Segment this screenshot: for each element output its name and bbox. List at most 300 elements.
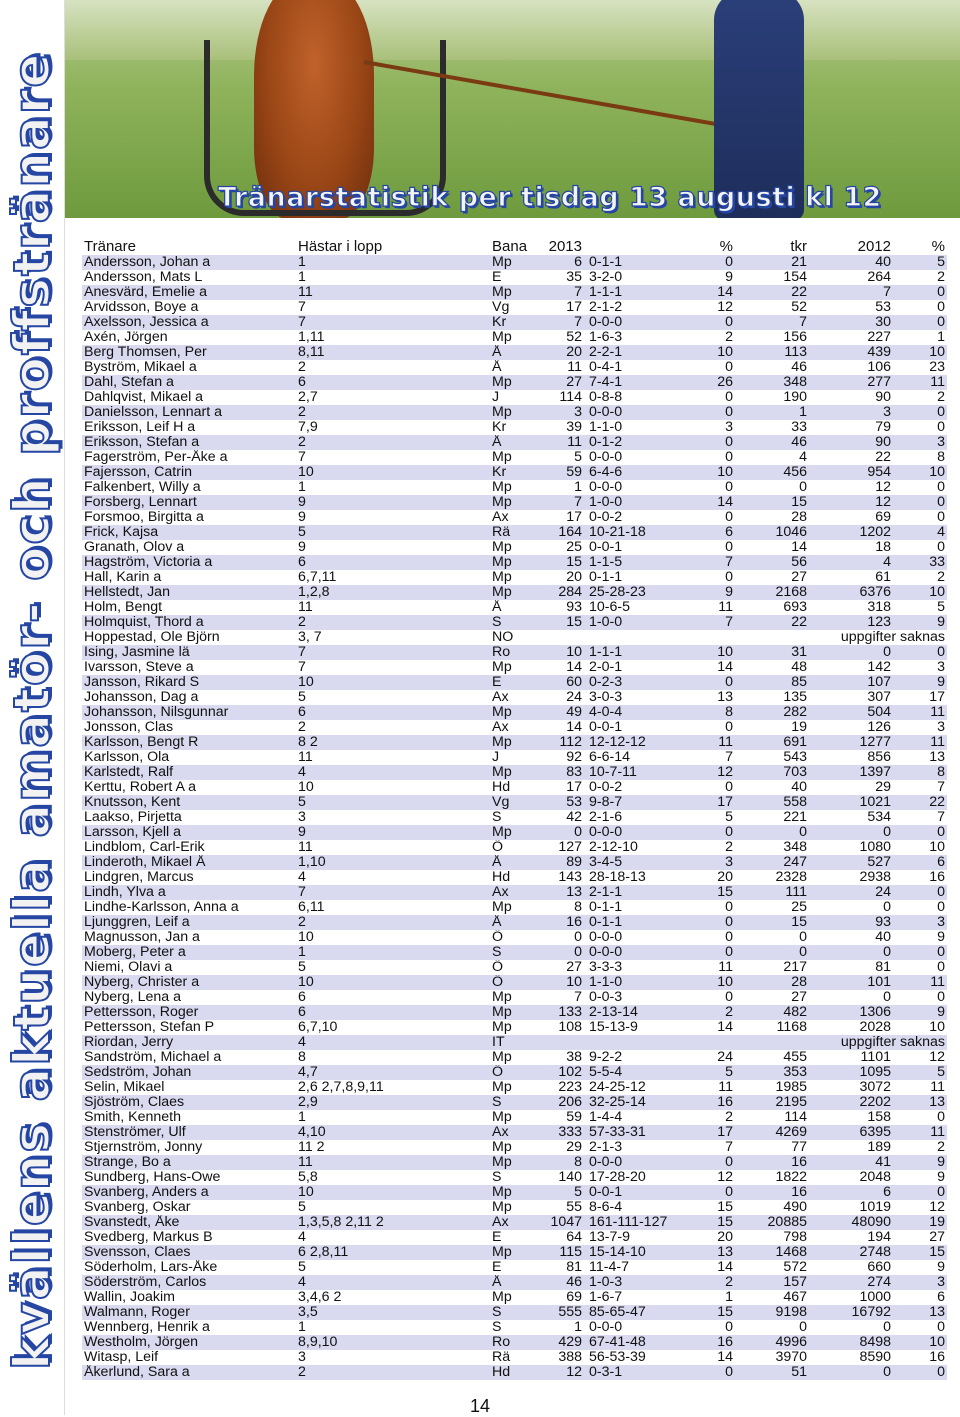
- win-pct-2012: 6: [893, 1290, 947, 1305]
- earnings-tkr: 691: [735, 735, 809, 750]
- col-header-trainer: Tränare: [84, 238, 136, 255]
- earnings-tkr: 28: [735, 510, 809, 525]
- win-pct-2012: 10: [893, 345, 947, 360]
- home-track: Ax: [490, 1125, 542, 1140]
- earnings-2012: 90: [809, 390, 893, 405]
- table-row: [82, 1110, 947, 1125]
- starts-2013: 112: [542, 735, 584, 750]
- record-2013: 2-12-10: [584, 840, 701, 855]
- starts-2013: 49: [542, 705, 584, 720]
- table-row: [82, 585, 947, 600]
- horses-in-race: 1,10: [296, 855, 490, 870]
- starts-2013: 7: [542, 315, 584, 330]
- win-pct-2012: 0: [893, 1320, 947, 1335]
- win-pct-2012: 11: [893, 1125, 947, 1140]
- trainer-name: Wennberg, Henrik a: [82, 1320, 296, 1335]
- side-band-title: kvällens aktuella amatör- och proffstränare: [3, 51, 61, 1370]
- horses-in-race: 5: [296, 690, 490, 705]
- win-pct-2012: 0: [893, 300, 947, 315]
- horses-in-race: 1,11: [296, 330, 490, 345]
- home-track: Mp: [490, 1110, 542, 1125]
- earnings-tkr: 27: [735, 570, 809, 585]
- trainer-name: Stjernström, Jonny: [82, 1140, 296, 1155]
- earnings-2012: 227: [809, 330, 893, 345]
- win-pct-2012: 13: [893, 750, 947, 765]
- home-track: Hd: [490, 1365, 542, 1380]
- earnings-tkr: 0: [735, 930, 809, 945]
- trainer-name: Ising, Jasmine lä: [82, 645, 296, 660]
- earnings-tkr: 56: [735, 555, 809, 570]
- earnings-2012: 189: [809, 1140, 893, 1155]
- horses-in-race: 11: [296, 840, 490, 855]
- record-2013: 1-0-0: [584, 495, 701, 510]
- earnings-2012: 90: [809, 435, 893, 450]
- horses-in-race: 7: [296, 660, 490, 675]
- home-track: Mp: [490, 765, 542, 780]
- horses-in-race: 6: [296, 555, 490, 570]
- starts-2013: 0: [542, 930, 584, 945]
- table-row: [82, 255, 947, 270]
- earnings-2012: 1101: [809, 1050, 893, 1065]
- home-track: J: [490, 390, 542, 405]
- trainer-name: Eriksson, Stefan a: [82, 435, 296, 450]
- horses-in-race: 2,7: [296, 390, 490, 405]
- win-pct-2013: 17: [701, 795, 735, 810]
- record-2013: 3-0-3: [584, 690, 701, 705]
- earnings-tkr: 16: [735, 1185, 809, 1200]
- earnings-tkr: 1: [735, 405, 809, 420]
- starts-2013: 13: [542, 885, 584, 900]
- win-pct-2013: 16: [701, 1095, 735, 1110]
- earnings-tkr: 467: [735, 1290, 809, 1305]
- record-2013: 1-0-0: [584, 615, 701, 630]
- trainer-name: Witasp, Leif: [82, 1350, 296, 1365]
- home-track: NO: [490, 630, 542, 645]
- win-pct-2013: 0: [701, 450, 735, 465]
- home-track: J: [490, 750, 542, 765]
- horses-in-race: 7: [296, 450, 490, 465]
- home-track: Mp: [490, 1005, 542, 1020]
- starts-2013: 3: [542, 405, 584, 420]
- win-pct-2012: 12: [893, 1050, 947, 1065]
- horses-in-race: 3: [296, 810, 490, 825]
- earnings-2012: 69: [809, 510, 893, 525]
- earnings-2012: 527: [809, 855, 893, 870]
- earnings-tkr: 114: [735, 1110, 809, 1125]
- table-row: [82, 1185, 947, 1200]
- trainer-name: Hoppestad, Ole Björn: [82, 630, 296, 645]
- earnings-tkr: 455: [735, 1050, 809, 1065]
- record-2013: 2-1-3: [584, 1140, 701, 1155]
- earnings-tkr: 1822: [735, 1170, 809, 1185]
- table-row: [82, 345, 947, 360]
- earnings-2012: 2748: [809, 1245, 893, 1260]
- win-pct-2012: 0: [893, 900, 947, 915]
- record-2013: 1-1-0: [584, 420, 701, 435]
- trainer-name: Karlsson, Bengt R: [82, 735, 296, 750]
- earnings-tkr: 85: [735, 675, 809, 690]
- win-pct-2013: 14: [701, 285, 735, 300]
- record-2013: 0-1-1: [584, 570, 701, 585]
- trainer-name: Magnusson, Jan a: [82, 930, 296, 945]
- horses-in-race: 3,4,6 2: [296, 1290, 490, 1305]
- earnings-2012: 0: [809, 1320, 893, 1335]
- win-pct-2012: 7: [893, 810, 947, 825]
- win-pct-2012: 0: [893, 990, 947, 1005]
- home-track: Rä: [490, 1350, 542, 1365]
- starts-2013: 14: [542, 660, 584, 675]
- win-pct-2013: 0: [701, 390, 735, 405]
- win-pct-2013: 3: [701, 420, 735, 435]
- starts-2013: 15: [542, 555, 584, 570]
- earnings-2012: 534: [809, 810, 893, 825]
- earnings-tkr: 22: [735, 285, 809, 300]
- home-track: Mp: [490, 405, 542, 420]
- home-track: Mp: [490, 1185, 542, 1200]
- home-track: IT: [490, 1035, 542, 1050]
- record-2013: 1-6-7: [584, 1290, 701, 1305]
- record-2013: 1-1-0: [584, 975, 701, 990]
- earnings-tkr: 15: [735, 915, 809, 930]
- earnings-2012: 2048: [809, 1170, 893, 1185]
- record-2013: 9-2-2: [584, 1050, 701, 1065]
- earnings-tkr: 33: [735, 420, 809, 435]
- win-pct-2012: 9: [893, 615, 947, 630]
- earnings-tkr: 40: [735, 780, 809, 795]
- win-pct-2012: 3: [893, 435, 947, 450]
- horses-in-race: 4: [296, 870, 490, 885]
- win-pct-2012: 0: [893, 1185, 947, 1200]
- win-pct-2013: 24: [701, 1050, 735, 1065]
- trainer-name: Svedberg, Markus B: [82, 1230, 296, 1245]
- earnings-tkr: 348: [735, 375, 809, 390]
- table-row: [82, 450, 947, 465]
- win-pct-2013: 14: [701, 1350, 735, 1365]
- trainer-name: Andersson, Mats L: [82, 270, 296, 285]
- trainer-name: Anesvärd, Emelie a: [82, 285, 296, 300]
- starts-2013: 12: [542, 1365, 584, 1380]
- home-track: Rä: [490, 525, 542, 540]
- record-2013: 0-0-0: [584, 930, 701, 945]
- earnings-tkr: 2328: [735, 870, 809, 885]
- win-pct-2012: 8: [893, 765, 947, 780]
- trainer-name: Pettersson, Stefan P: [82, 1020, 296, 1035]
- earnings-2012: 48090: [809, 1215, 893, 1230]
- horses-in-race: 3: [296, 1350, 490, 1365]
- earnings-2012: 6: [809, 1185, 893, 1200]
- starts-2013: 143: [542, 870, 584, 885]
- trainer-name: Dahl, Stefan a: [82, 375, 296, 390]
- horses-in-race: 4: [296, 1230, 490, 1245]
- home-track: Å: [490, 1275, 542, 1290]
- horses-in-race: 10: [296, 930, 490, 945]
- starts-2013: 1: [542, 480, 584, 495]
- starts-2013: 29: [542, 1140, 584, 1155]
- trainer-name: Riordan, Jerry: [82, 1035, 296, 1050]
- trainer-name: Svensson, Claes: [82, 1245, 296, 1260]
- table-row: [82, 810, 947, 825]
- home-track: Å: [490, 345, 542, 360]
- trainer-name: Svanstedt, Åke: [82, 1215, 296, 1230]
- home-track: Mp: [490, 705, 542, 720]
- earnings-tkr: 2195: [735, 1095, 809, 1110]
- starts-2013: 333: [542, 1125, 584, 1140]
- table-row: [82, 705, 947, 720]
- home-track: S: [490, 810, 542, 825]
- table-row: [82, 330, 947, 345]
- table-header-row: [82, 238, 947, 255]
- win-pct-2013: 0: [701, 315, 735, 330]
- table-row: [82, 1065, 947, 1080]
- earnings-2012: 53: [809, 300, 893, 315]
- earnings-tkr: 15: [735, 495, 809, 510]
- win-pct-2012: 15: [893, 1245, 947, 1260]
- record-2013: 1-1-1: [584, 285, 701, 300]
- home-track: Mp: [490, 285, 542, 300]
- win-pct-2012: 3: [893, 720, 947, 735]
- horses-in-race: 4,7: [296, 1065, 490, 1080]
- record-2013: 0-0-3: [584, 990, 701, 1005]
- earnings-2012: 0: [809, 900, 893, 915]
- starts-2013: 59: [542, 465, 584, 480]
- earnings-2012: 1277: [809, 735, 893, 750]
- win-pct-2013: 0: [701, 900, 735, 915]
- trainer-name: Larsson, Kjell a: [82, 825, 296, 840]
- earnings-2012: 0: [809, 945, 893, 960]
- win-pct-2012: 22: [893, 795, 947, 810]
- win-pct-2012: 0: [893, 1110, 947, 1125]
- win-pct-2013: 0: [701, 675, 735, 690]
- trainer-name: Byström, Mikael a: [82, 360, 296, 375]
- earnings-2012: 30: [809, 315, 893, 330]
- earnings-tkr: 27: [735, 990, 809, 1005]
- starts-2013: 5: [542, 450, 584, 465]
- table-row: [82, 615, 947, 630]
- home-track: S: [490, 1170, 542, 1185]
- win-pct-2013: 2: [701, 1005, 735, 1020]
- win-pct-2013: 10: [701, 345, 735, 360]
- horses-in-race: 6 2,8,11: [296, 1245, 490, 1260]
- win-pct-2013: 0: [701, 405, 735, 420]
- win-pct-2012: 13: [893, 1305, 947, 1320]
- trainer-name: Söderholm, Lars-Åke: [82, 1260, 296, 1275]
- horses-in-race: 8 2: [296, 735, 490, 750]
- earnings-tkr: 1468: [735, 1245, 809, 1260]
- home-track: Kr: [490, 465, 542, 480]
- home-track: Ax: [490, 1215, 542, 1230]
- starts-2013: 8: [542, 900, 584, 915]
- horses-in-race: 11: [296, 1155, 490, 1170]
- earnings-2012: 0: [809, 645, 893, 660]
- win-pct-2013: 0: [701, 825, 735, 840]
- home-track: Mp: [490, 585, 542, 600]
- win-pct-2013: 17: [701, 1125, 735, 1140]
- col-header-2013: 2013: [548, 238, 582, 255]
- win-pct-2013: 9: [701, 270, 735, 285]
- horses-in-race: 2: [296, 360, 490, 375]
- horses-in-race: 8,9,10: [296, 1335, 490, 1350]
- earnings-2012: 274: [809, 1275, 893, 1290]
- trainer-name: Nyberg, Lena a: [82, 990, 296, 1005]
- earnings-tkr: 9198: [735, 1305, 809, 1320]
- trainer-name: Lindhe-Karlsson, Anna a: [82, 900, 296, 915]
- earnings-tkr: 353: [735, 1065, 809, 1080]
- table-row: [82, 1005, 947, 1020]
- trainer-name: Fajersson, Catrin: [82, 465, 296, 480]
- trainer-name: Johansson, Dag a: [82, 690, 296, 705]
- starts-2013: 127: [542, 840, 584, 855]
- trainer-name: Smith, Kenneth: [82, 1110, 296, 1125]
- win-pct-2012: 0: [893, 285, 947, 300]
- home-track: Å: [490, 600, 542, 615]
- record-2013: 85-65-47: [584, 1305, 701, 1320]
- earnings-tkr: 135: [735, 690, 809, 705]
- win-pct-2013: 0: [701, 720, 735, 735]
- table-row: [82, 390, 947, 405]
- table-row: [82, 675, 947, 690]
- trainer-name: Wallin, Joakim: [82, 1290, 296, 1305]
- starts-2013: 11: [542, 435, 584, 450]
- home-track: Mp: [490, 1020, 542, 1035]
- trainer-name: Söderström, Carlos: [82, 1275, 296, 1290]
- earnings-tkr: 2168: [735, 585, 809, 600]
- home-track: S: [490, 945, 542, 960]
- home-track: Mp: [490, 255, 542, 270]
- trainer-name: Svanberg, Anders a: [82, 1185, 296, 1200]
- record-2013: 0-0-2: [584, 510, 701, 525]
- earnings-tkr: 558: [735, 795, 809, 810]
- record-2013: 2-1-6: [584, 810, 701, 825]
- starts-2013: 60: [542, 675, 584, 690]
- record-2013: 15-14-10: [584, 1245, 701, 1260]
- table-row: [82, 945, 947, 960]
- win-pct-2013: 0: [701, 1185, 735, 1200]
- win-pct-2013: 13: [701, 1245, 735, 1260]
- win-pct-2013: 5: [701, 1065, 735, 1080]
- trainer-name: Sjöström, Claes: [82, 1095, 296, 1110]
- win-pct-2013: 15: [701, 1215, 735, 1230]
- table-row: [82, 765, 947, 780]
- win-pct-2012: 11: [893, 705, 947, 720]
- table-row: [82, 285, 947, 300]
- win-pct-2013: 14: [701, 1260, 735, 1275]
- horses-in-race: 6: [296, 375, 490, 390]
- horses-in-race: 2: [296, 435, 490, 450]
- table-body: [82, 255, 947, 1380]
- record-2013: 1-0-3: [584, 1275, 701, 1290]
- earnings-2012: 81: [809, 960, 893, 975]
- horses-in-race: 2: [296, 615, 490, 630]
- record-2013: 2-13-14: [584, 1005, 701, 1020]
- win-pct-2012: 11: [893, 735, 947, 750]
- home-track: Mp: [490, 1080, 542, 1095]
- win-pct-2012: 12: [893, 1200, 947, 1215]
- win-pct-2012: 19: [893, 1215, 947, 1230]
- trainer-name: Åkerlund, Sara a: [82, 1365, 296, 1380]
- win-pct-2013: 2: [701, 1110, 735, 1125]
- home-track: Ö: [490, 960, 542, 975]
- data-missing-note: uppgifter saknas: [542, 630, 947, 645]
- horses-in-race: 1: [296, 945, 490, 960]
- earnings-tkr: 46: [735, 360, 809, 375]
- table-row: [82, 690, 947, 705]
- home-track: Mp: [490, 1155, 542, 1170]
- win-pct-2013: 15: [701, 885, 735, 900]
- horses-in-race: 4,10: [296, 1125, 490, 1140]
- win-pct-2013: 16: [701, 1335, 735, 1350]
- win-pct-2012: 0: [893, 945, 947, 960]
- table-row: [82, 555, 947, 570]
- earnings-2012: 277: [809, 375, 893, 390]
- starts-2013: 27: [542, 960, 584, 975]
- win-pct-2012: 11: [893, 375, 947, 390]
- earnings-tkr: 14: [735, 540, 809, 555]
- record-2013: 0-0-0: [584, 825, 701, 840]
- starts-2013: 55: [542, 1200, 584, 1215]
- trainer-name: Hall, Karin a: [82, 570, 296, 585]
- horses-in-race: 10: [296, 780, 490, 795]
- trainer-name: Ivarsson, Steve a: [82, 660, 296, 675]
- record-2013: 2-0-1: [584, 660, 701, 675]
- starts-2013: 10: [542, 975, 584, 990]
- win-pct-2013: 10: [701, 645, 735, 660]
- table-row: [82, 645, 947, 660]
- home-track: Mp: [490, 825, 542, 840]
- earnings-tkr: 456: [735, 465, 809, 480]
- starts-2013: 555: [542, 1305, 584, 1320]
- home-track: Mp: [490, 555, 542, 570]
- table-row: [82, 1050, 947, 1065]
- win-pct-2012: 16: [893, 870, 947, 885]
- earnings-2012: 194: [809, 1230, 893, 1245]
- win-pct-2012: 5: [893, 600, 947, 615]
- win-pct-2012: 1: [893, 330, 947, 345]
- win-pct-2012: 9: [893, 930, 947, 945]
- win-pct-2013: 0: [701, 990, 735, 1005]
- win-pct-2012: 0: [893, 1365, 947, 1380]
- col-header-record: [584, 238, 701, 255]
- home-track: Mp: [490, 735, 542, 750]
- earnings-tkr: 490: [735, 1200, 809, 1215]
- col-header-pct-2012: %: [931, 238, 945, 255]
- home-track: Kr: [490, 315, 542, 330]
- home-track: S: [490, 615, 542, 630]
- earnings-2012: 264: [809, 270, 893, 285]
- earnings-tkr: 4996: [735, 1335, 809, 1350]
- earnings-2012: 7: [809, 285, 893, 300]
- win-pct-2012: 3: [893, 915, 947, 930]
- home-track: Ax: [490, 720, 542, 735]
- table-row: [82, 750, 947, 765]
- record-2013: 11-4-7: [584, 1260, 701, 1275]
- record-2013: 4-0-4: [584, 705, 701, 720]
- record-2013: 3-4-5: [584, 855, 701, 870]
- table-row: [82, 375, 947, 390]
- win-pct-2012: 10: [893, 465, 947, 480]
- win-pct-2012: 0: [893, 495, 947, 510]
- record-2013: 0-0-0: [584, 315, 701, 330]
- earnings-2012: 2202: [809, 1095, 893, 1110]
- home-track: Vg: [490, 300, 542, 315]
- record-2013: 1-1-5: [584, 555, 701, 570]
- starts-2013: 64: [542, 1230, 584, 1245]
- home-track: Ö: [490, 975, 542, 990]
- earnings-2012: 2938: [809, 870, 893, 885]
- starts-2013: 6: [542, 255, 584, 270]
- win-pct-2013: 14: [701, 1020, 735, 1035]
- win-pct-2012: 2: [893, 570, 947, 585]
- record-2013: 5-5-4: [584, 1065, 701, 1080]
